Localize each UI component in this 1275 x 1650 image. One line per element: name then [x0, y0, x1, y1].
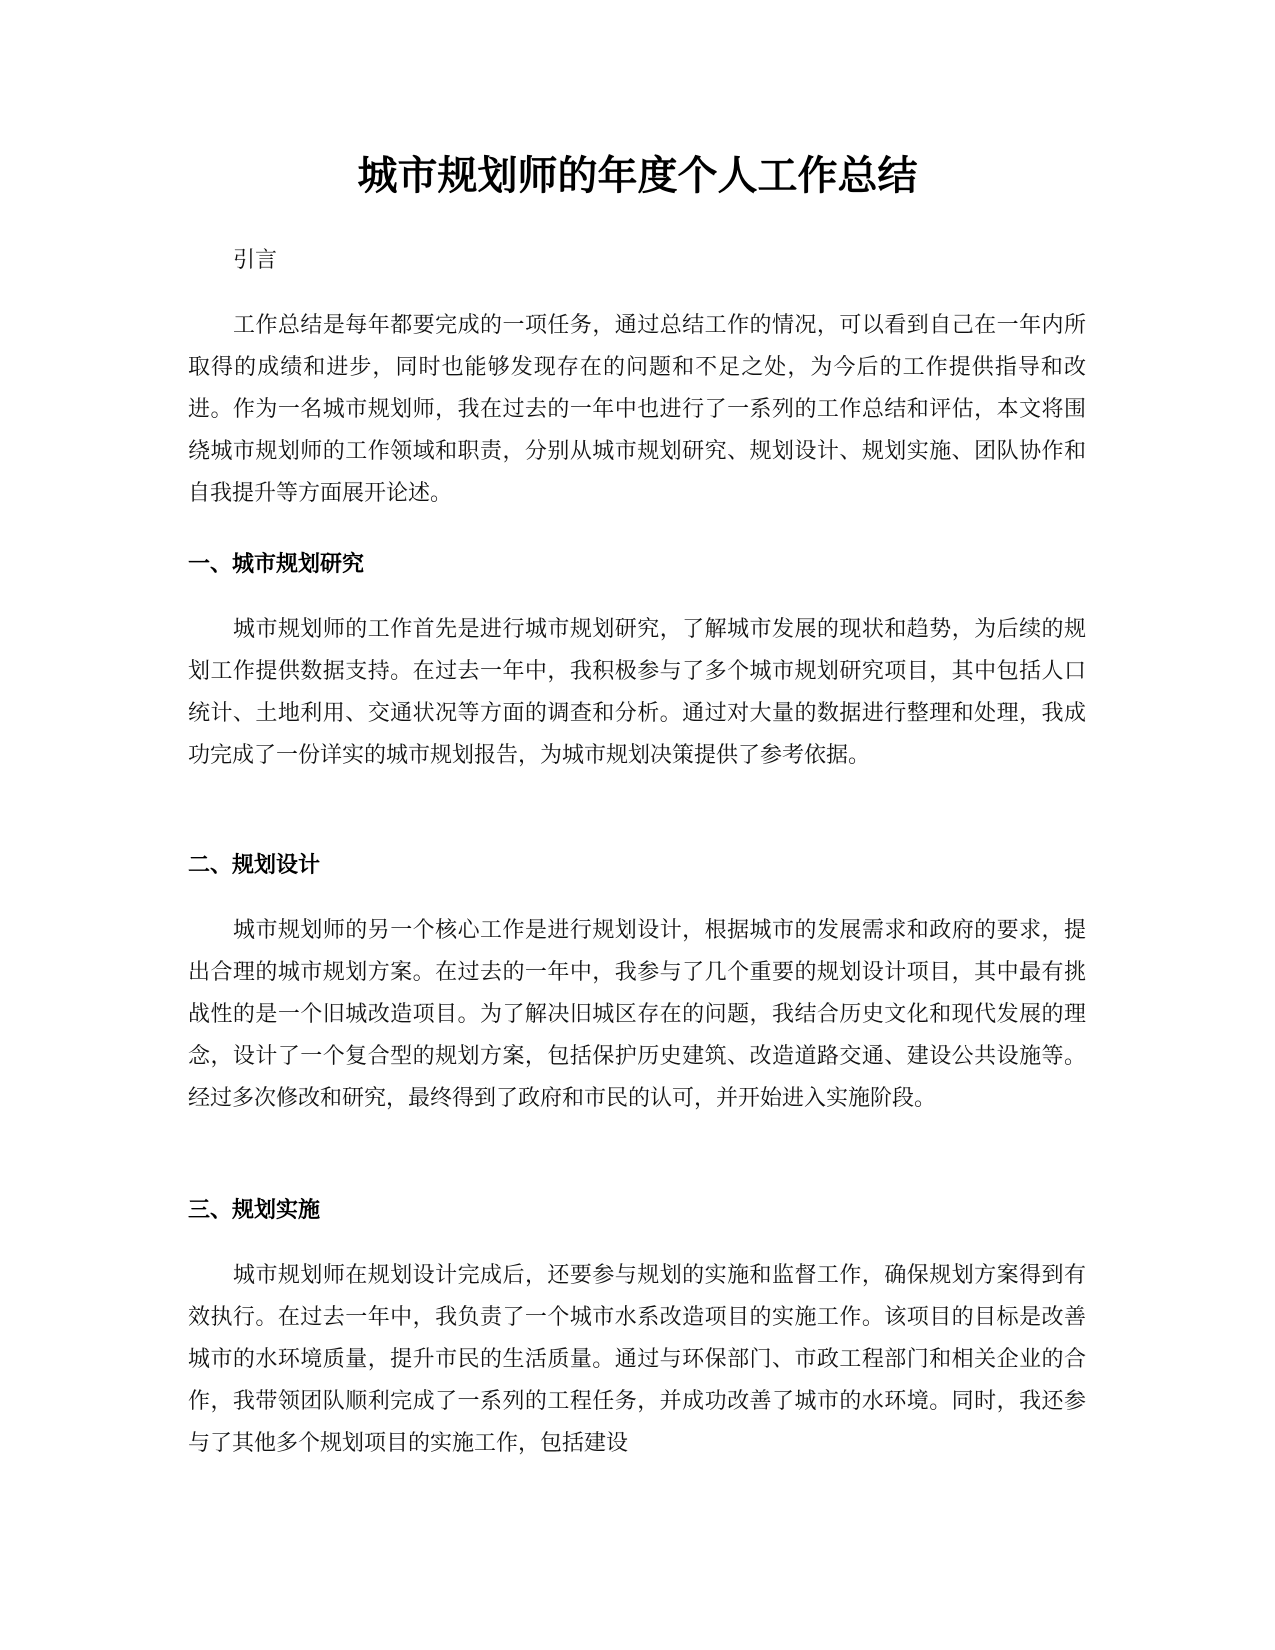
section-paragraph-design: 城市规划师的另一个核心工作是进行规划设计，根据城市的发展需求和政府的要求，提出合理的城市规划方案。在过去的一年中，我参与了几个重要的规划设计项目，其中最有挑战性的是一个旧城改造项目。为了解决旧城区存在的问题，我结合历史文化和现代发展的理念，设计了一个复合型的规划方案，包括保护历史建筑、改造道路交通、建设公共设施等。经过多次修改和研究，最终得到了政府和市民的认可，并开始进入实施阶段。	[188, 918, 1086, 1111]
document-title: 城市规划师的年度个人工作总结	[357, 153, 918, 199]
section-heading-implementation: 三、规划实施	[188, 1198, 321, 1223]
section-heading-research: 一、城市规划研究	[188, 552, 365, 577]
section-heading-design: 二、规划设计	[188, 853, 321, 878]
section-paragraph-research: 城市规划师的工作首先是进行城市规划研究，了解城市发展的现状和趋势，为后续的规划工作提供数据支持。在过去一年中，我积极参与了多个城市规划研究项目，其中包括人口统计、土地利用、交通状况等方面的调查和分析。通过对大量的数据进行整理和处理，我成功完成了一份详实的城市规划报告，为城市规划决策提供了参考依据。	[188, 617, 1086, 768]
intro-label: 引言	[233, 248, 278, 273]
intro-paragraph: 工作总结是每年都要完成的一项任务，通过总结工作的情况，可以看到自己在一年内所取得的成绩和进步，同时也能够发现存在的问题和不足之处，为今后的工作提供指导和改进。作为一名城市规划师，我在过去的一年中也进行了一系列的工作总结和评估，本文将围绕城市规划师的工作领域和职责，分别从城市规划研究、规划设计、规划实施、团队协作和自我提升等方面展开论述。	[188, 313, 1086, 506]
section-paragraph-implementation: 城市规划师在规划设计完成后，还要参与规划的实施和监督工作，确保规划方案得到有效执行。在过去一年中，我负责了一个城市水系改造项目的实施工作。该项目的目标是改善城市的水环境质量，提升市民的生活质量。通过与环保部门、市政工程部门和相关企业的合作，我带领团队顺利完成了一系列的工程任务，并成功改善了城市的水环境。同时，我还参与了其他多个规划项目的实施工作，包括建设	[188, 1263, 1086, 1456]
